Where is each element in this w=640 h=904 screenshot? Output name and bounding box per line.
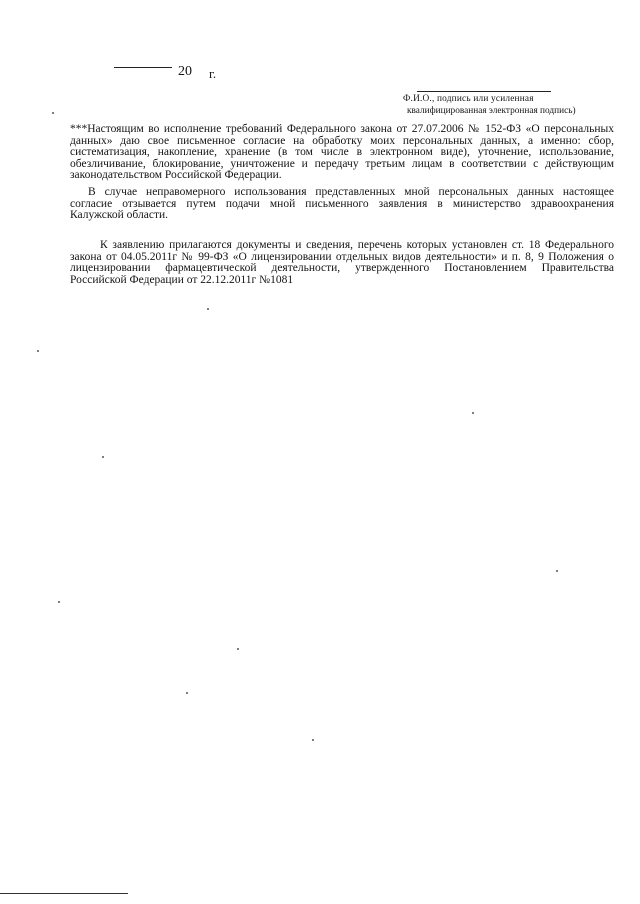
consent-line: ***Настоящим во исполнение требований Федерального закона от 27.07.2006 № 152-ФЗ «О персональных (70, 123, 614, 135)
signature-caption-1: Ф.И.О., подпись или усиленная (403, 94, 534, 104)
scan-speck (556, 570, 558, 572)
scan-speck (37, 350, 39, 352)
consent-line: систематизация, накопление, хранение (в том числе в электронном виде), уточнение, использование, (70, 146, 614, 158)
revocation-paragraph (70, 187, 614, 222)
attachment-line: Российской Федерации от 22.12.2011г №1081 (70, 273, 294, 286)
scan-speck (52, 112, 54, 114)
scan-speck (207, 308, 209, 310)
attachment-line: закона от 04.05.2011г № 99-ФЗ «О лицензировании отдельных видов деятельности» и п. 8, 9 Положения о (70, 250, 614, 263)
scan-speck (58, 601, 60, 603)
date-blank-line (114, 67, 172, 68)
bottom-rule (0, 893, 128, 894)
date-year: 20 (178, 64, 192, 79)
attachment-line: лицензировании фармацевтической деятельности, утвержденного Постановлением Правительства (70, 262, 614, 274)
scan-speck (102, 456, 104, 458)
scan-speck (312, 739, 314, 741)
consent-line: законодательством Российской Федерации. (70, 169, 282, 181)
consent-line: данных» даю свое письменное согласие на обработку моих персональных данных, а именно: сбор, (70, 134, 614, 147)
date-suffix: г. (209, 66, 217, 81)
attachment-paragraph (70, 240, 614, 286)
consent-line: обезличивание, блокирование, уничтожение и передачу третьим лицам в соответствии с действующим (70, 157, 614, 170)
revocation-line: согласие отзывается путем подачи мной письменного заявления в министерство здравоохранения (70, 197, 614, 210)
revocation-line: Калужской области. (70, 209, 169, 221)
scan-speck (472, 412, 474, 414)
attachment-line: К заявлению прилагаются документы и сведения, перечень которых установлен ст. 18 Федерального (100, 239, 614, 251)
scan-speck (237, 648, 239, 650)
revocation-line: В случае неправомерного использования представленных мной персональных данных настоящее (88, 186, 614, 198)
scan-speck (186, 692, 188, 694)
signature-caption-2: квалифицированная электронная подпись) (407, 106, 576, 116)
signature-line (417, 91, 551, 92)
consent-paragraph (70, 124, 614, 182)
